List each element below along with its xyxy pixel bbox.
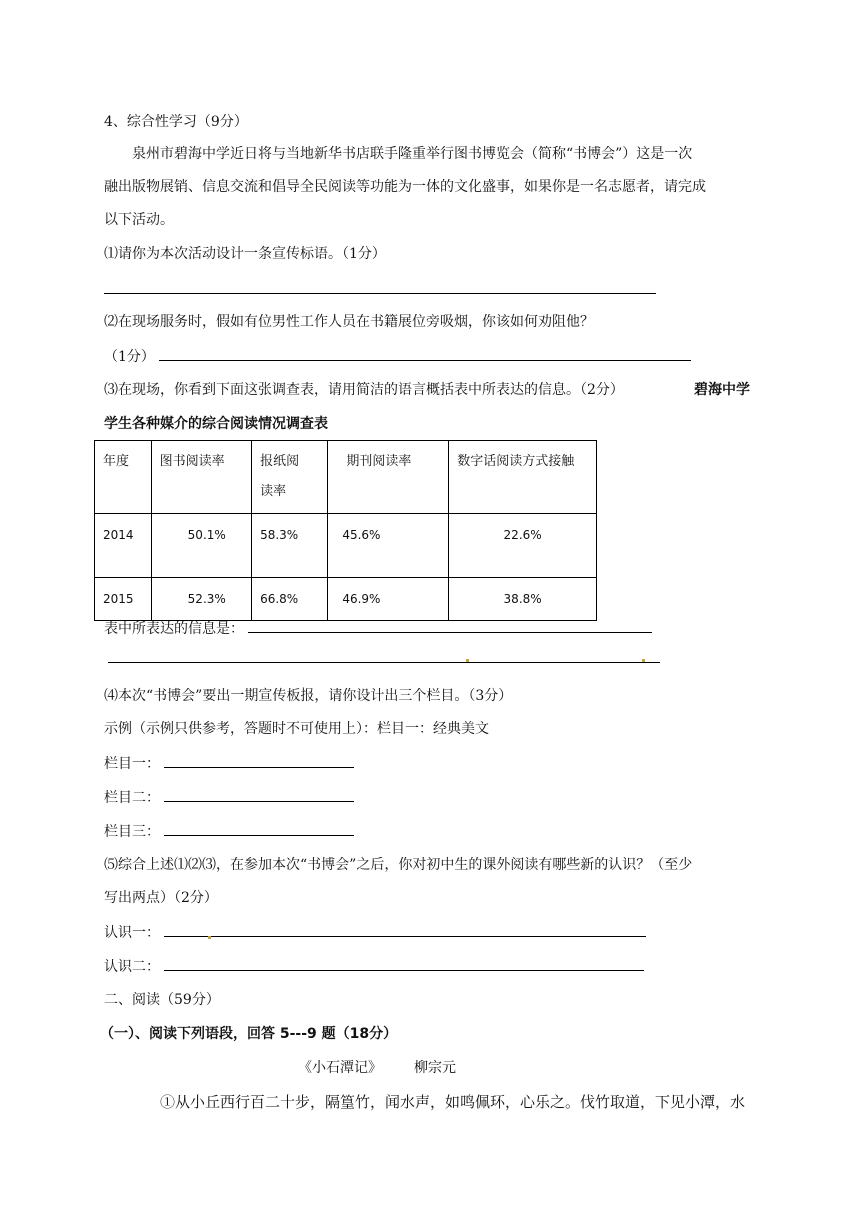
part-2-subheading: （一）、阅读下列语段，回答 5---9 题（18分）: [100, 1026, 398, 1042]
intro-line-3: 以下活动。: [104, 212, 174, 228]
cell-digital-rate: 22.6%: [449, 514, 597, 578]
cell-year: 2015: [95, 578, 152, 621]
table-title-school: 碧海中学: [694, 382, 750, 398]
knowledge-2-label: 认识二：: [104, 959, 160, 975]
mark-dot: [208, 936, 211, 939]
table-title: 学生各种媒介的综合阅读情况调查表: [104, 416, 328, 432]
answer-line-q2[interactable]: [159, 346, 691, 361]
header-periodical-rate: 期刊阅读率: [328, 441, 449, 514]
header-book-rate: 图书阅读率: [151, 441, 251, 514]
answer-line-knowledge-2[interactable]: [164, 956, 644, 971]
intro-line-2: 融出版物展销、信息交流和倡导全民阅读等功能为一体的文化盛事，如果你是一名志愿者，请完成: [104, 179, 706, 195]
knowledge-1-row: [104, 922, 646, 943]
column-2-label: 栏目二：: [104, 790, 160, 806]
cell-book-rate: 50.1%: [151, 514, 251, 578]
cell-newspaper-rate: 58.3%: [252, 514, 328, 578]
column-3-row: [104, 821, 354, 842]
cell-book-rate: 52.3%: [151, 578, 251, 621]
knowledge-2-row: [104, 956, 644, 977]
answer-line-knowledge-1[interactable]: [164, 922, 646, 937]
cell-year: 2014: [95, 514, 152, 578]
question-1: ⑴请你为本次活动设计一条宣传标语。（1分）: [104, 246, 386, 262]
header-year: 年度: [95, 441, 152, 514]
table-header-row: [95, 441, 597, 514]
question-2: ⑵在现场服务时，假如有位男性工作人员在书籍展位旁吸烟，你该如何劝阻他？: [104, 314, 594, 330]
answer-line-table-info[interactable]: [248, 618, 652, 633]
table-info-label: 表中所表达的信息是：: [104, 621, 244, 637]
part-2-heading: 二、阅读（59分）: [104, 992, 220, 1008]
column-1-label: 栏目一：: [104, 756, 160, 772]
section-heading: 4、综合性学习（9分）: [104, 114, 248, 130]
cell-periodical-rate: 45.6%: [328, 514, 449, 578]
header-digital-rate: 数字话阅读方式接触: [449, 441, 597, 514]
question-2-score: （1分）: [104, 349, 155, 365]
question-4: ⑷本次“书博会”要出一期宣传板报，请你设计出三个栏目。（3分）: [104, 688, 513, 704]
answer-line-table-info-2[interactable]: [108, 662, 660, 663]
mark-dot: [466, 659, 469, 662]
cell-newspaper-rate: 66.8%: [252, 578, 328, 621]
table-info-row: [104, 618, 652, 639]
question-5-line-1: ⑸综合上述⑴⑵⑶，在参加本次“书博会”之后，你对初中生的课外阅读有哪些新的认识？（至少: [104, 857, 693, 873]
question-5-line-2: 写出两点）（2分）: [104, 890, 218, 906]
answer-line-column-1[interactable]: [164, 753, 354, 768]
text-author: 柳宗元: [414, 1060, 456, 1076]
column-1-row: [104, 753, 354, 774]
header-newspaper-rate: 报纸阅 读率: [252, 441, 328, 514]
text-paragraph-1: ①从小丘西行百二十步，隔篁竹，闻水声，如鸣佩环，心乐之。伐竹取道，下见小潭，水: [160, 1093, 746, 1111]
question-4-example: 示例（示例只供参考，答题时不可使用上）：栏目一：经典美文: [104, 721, 489, 737]
column-3-label: 栏目三：: [104, 824, 160, 840]
cell-digital-rate: 38.8%: [449, 578, 597, 621]
answer-line-column-2[interactable]: [164, 787, 354, 802]
column-2-row: [104, 787, 354, 808]
cell-periodical-rate: 46.9%: [328, 578, 449, 621]
question-2-score-row: [104, 346, 691, 367]
table-row: [95, 578, 597, 621]
answer-line-q1[interactable]: [104, 293, 656, 294]
answer-line-column-3[interactable]: [164, 821, 354, 836]
mark-dot: [642, 659, 645, 662]
survey-table: [94, 440, 597, 621]
question-3: ⑶在现场，你看到下面这张调查表，请用简洁的语言概括表中所表达的信息。（2分）: [104, 382, 624, 398]
knowledge-1-label: 认识一：: [104, 925, 160, 941]
text-title: 《小石潭记》: [298, 1060, 382, 1076]
intro-line-1: 泉州市碧海中学近日将与当地新华书店联手隆重举行图书博览会（简称“书博会”）这是一次: [132, 146, 693, 162]
table-row: [95, 514, 597, 578]
